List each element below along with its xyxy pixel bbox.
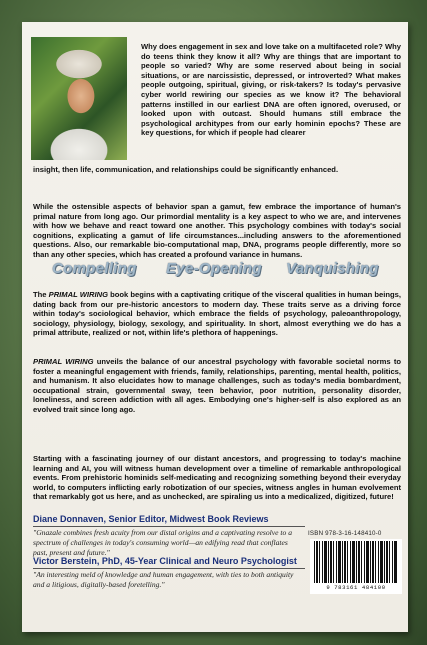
tagline-row — [32, 260, 402, 284]
book-balance-paragraph — [33, 357, 401, 415]
text-run: unveils the balance of our ancestral psychology with favorable societal norms to foster a meaningful engagement with friends, family, relationships, parenting, mental health, politics, and humanism. It also elucidates how to manage challenges, such as today's media bombardment, occupational strain, governmental sway, teen behavior, poor nutrition, personality disorder, loneliness, and screen addiction with all ages. Embodying one's higher-self is also explored as an evolved trait since long ago. — [33, 357, 402, 414]
tagline-vanquishing: Vanquishing — [286, 260, 379, 277]
review-quote: "Gnazale combines fresh acuity from our distal origins and a captivating resolve to a spectrum of challenges in today's consuming world—an edifying read that conflates past, present and future." — [33, 528, 293, 557]
review-quote: "An interesting meld of knowledge and human engagement, with ties to both antiquity and a litigious, digitally-based foretelling." — [33, 570, 294, 589]
book-intro-paragraph — [33, 290, 401, 338]
divider — [33, 526, 305, 527]
barcode — [310, 539, 402, 594]
reviewer-name: Diane Donnaven, Senior Editor, Midwest Book Reviews — [33, 514, 269, 524]
barcode-digits: 9 783161 484100 — [326, 584, 386, 591]
book-title: PRIMAL WIRING — [33, 357, 94, 366]
text-run: The — [33, 290, 49, 299]
text-run: book begins with a captivating critique of the visceral qualities in human beings, dating back from our pre-historic ancestors to modern day. These traits serve as a driving force within today's sociological behavior, which embrace the fields of psychology, paleoanthropology, sociology, physiology, biology, sexology, and spirituality. In short, almost everything we do has a primal attribute, realized or not, within life's plethora of happenings. — [33, 290, 401, 338]
book-title: PRIMAL WIRING — [48, 290, 108, 299]
back-cover-panel — [22, 22, 408, 632]
divider — [33, 568, 305, 569]
isbn-label: ISBN 978-3-16-148410-0 — [308, 530, 382, 537]
barcode-bars — [314, 541, 398, 583]
intro-paragraph: Why does engagement in sex and love take on a multifaceted role? Why do teens think they know it all? Why are things that are important to people so varied? Why are some reserved about being in social situations, or are narcissistic, depressed, or introverted? What makes people outgoing, spiritual, giving, or risk-takers? Is today's pervasive cyber world rewiring our species as we know it? The behavioral patterns instilled in our earliest DNA are often ignored, overused, or looked upon with outcast. Should humans still embrace the psychological architypes from our early hominin epochs? These are key questions, for which if people had clearer — [141, 42, 401, 138]
primal-nature-paragraph: While the ostensible aspects of behavior span a gamut, few embrace the importance of human's primal nature from long ago. Our primordial mentality is a key aspect to who we are, and intervenes with how we behave and react toward one another. This psychology combines with today's social cognitions, explicating a gamut of life circumstances...including answers to the aforementioned questions. Also, our remarkable bio-computational map, DNA, programs people differently, more so than any other species, which has created a profound variance in humans. — [33, 202, 401, 259]
reviewer-name: Victor Berstein, PhD, 45-Year Clinical and Neuro Psychologist — [33, 556, 297, 566]
tagline-eye-opening: Eye-Opening — [166, 260, 262, 277]
author-photo — [31, 37, 127, 160]
tagline-compelling: Compelling — [52, 260, 137, 277]
journey-paragraph: Starting with a fascinating journey of our distant ancestors, and progressing to today's machine learning and AI, you will witness human development over a timeline of remarkable anthropological events. From prehistoric hominids self-medicating and recognizing something beyond their everyday world, to computers inflicting early robotization of our species, witness angles in human evolvement that remarkably got us here, and as unchecked, are spiraling us into a medicalized, digitized, future! — [33, 454, 401, 502]
intro-paragraph-end: insight, then life, communication, and relationships could be significantly enhanced. — [33, 165, 339, 174]
